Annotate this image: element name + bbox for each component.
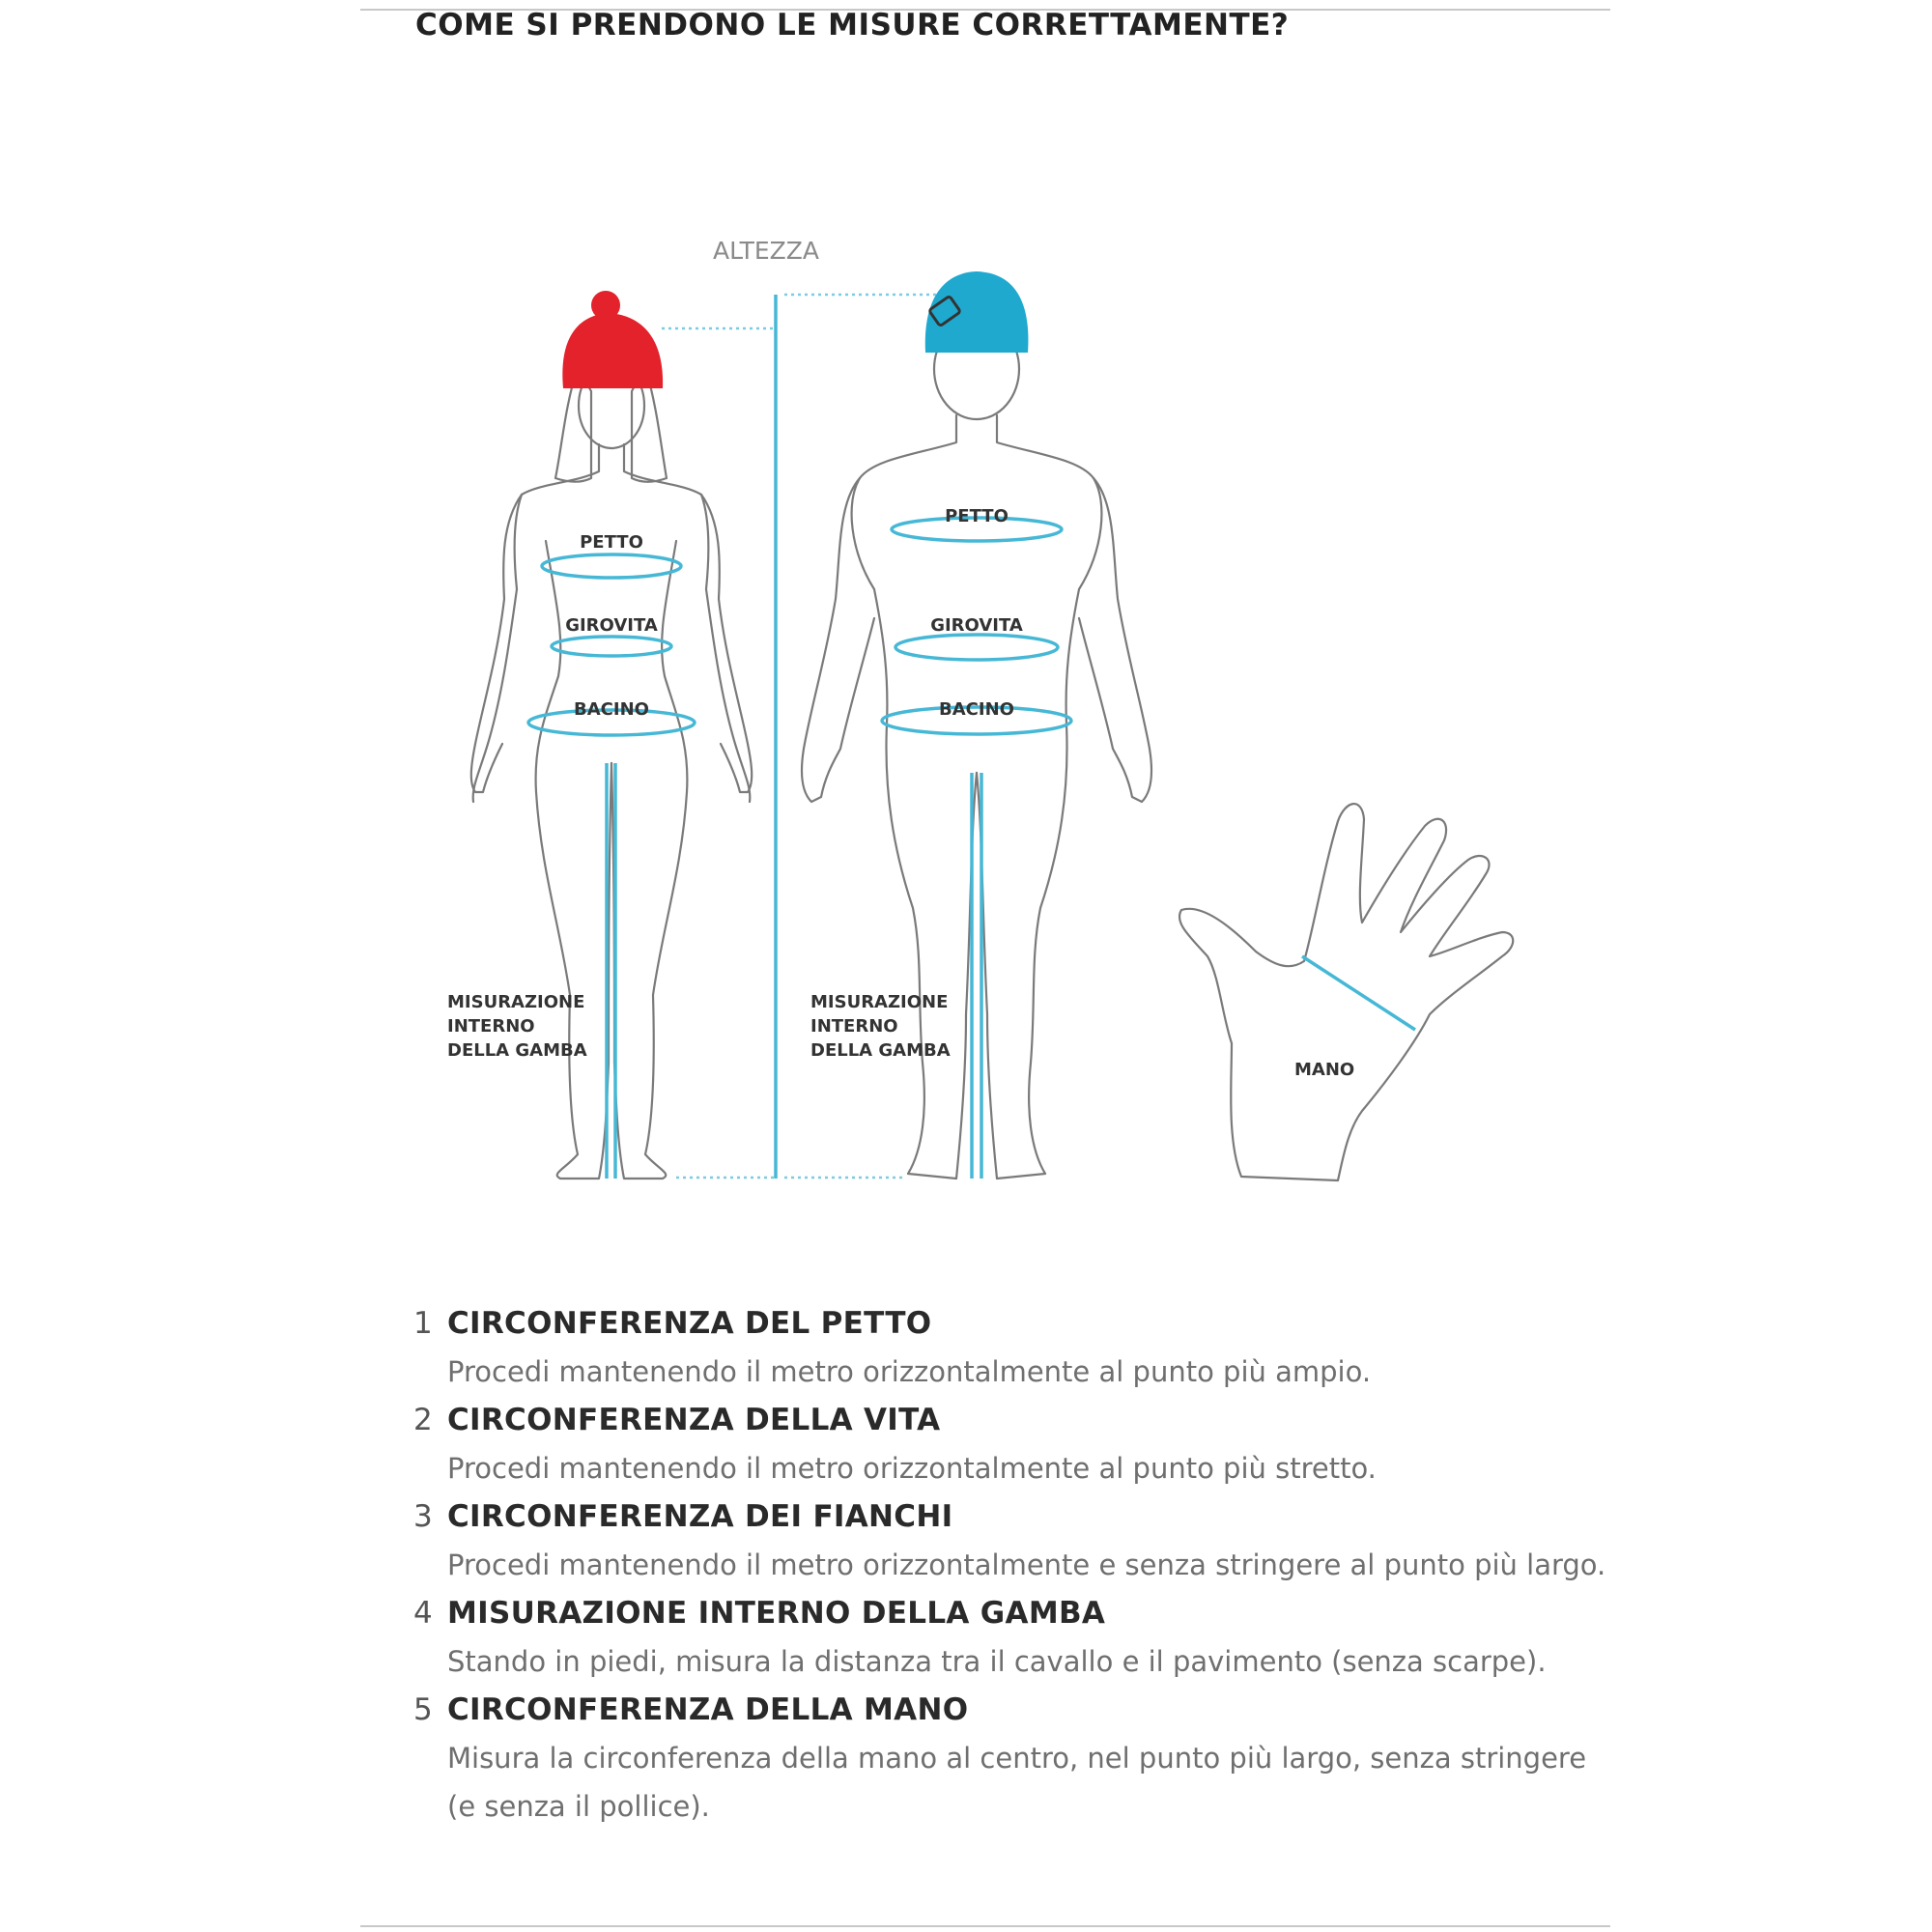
measurement-diagram — [360, 213, 1610, 1198]
instruction-title: CIRCONFERENZA DEI FIANCHI — [447, 1499, 953, 1534]
instruction-number: 2 — [413, 1403, 433, 1437]
male-waist-label: GIROVITA — [930, 615, 1023, 636]
female-hat — [562, 313, 663, 388]
male-hat — [925, 271, 1029, 353]
instruction-chest — [413, 1299, 1611, 1396]
instruction-number: 1 — [413, 1306, 433, 1341]
hand-figure — [1179, 804, 1513, 1180]
instruction-description: Misura la circonferenza della mano al centro, nel punto più largo, senza stringere (e senza il pollice). — [447, 1742, 1587, 1823]
bottom-divider — [360, 1925, 1610, 1927]
female-chest-label: PETTO — [580, 532, 643, 553]
instruction-title: CIRCONFERENZA DELLA VITA — [447, 1403, 941, 1437]
instruction-title: MISURAZIONE INTERNO DELLA GAMBA — [447, 1596, 1106, 1631]
instruction-description: Procedi mantenendo il metro orizzontalmente e senza stringere al punto più largo. — [447, 1548, 1606, 1581]
hand-outline — [1179, 804, 1513, 1180]
female-inseam-label-line3: DELLA GAMBA — [447, 1040, 587, 1061]
male-chest-label: PETTO — [945, 506, 1009, 526]
male-inseam-label-line3: DELLA GAMBA — [810, 1040, 951, 1061]
height-label: ALTEZZA — [713, 237, 820, 265]
instruction-hips — [413, 1492, 1611, 1589]
female-inseam-label-line1: MISURAZIONE — [447, 992, 585, 1012]
hand-label: MANO — [1294, 1060, 1355, 1080]
hand-ring — [1302, 956, 1415, 1030]
male-hips-label: BACINO — [939, 699, 1014, 720]
male-inseam-label-line1: MISURAZIONE — [810, 992, 949, 1012]
instruction-number: 5 — [413, 1692, 433, 1727]
male-inseam-label-line2: INTERNO — [810, 1016, 898, 1037]
female-figure — [447, 291, 752, 1179]
instruction-inseam — [413, 1589, 1611, 1686]
female-waist-ring — [552, 637, 671, 656]
instruction-description: Stando in piedi, misura la distanza tra il cavallo e il pavimento (senza scarpe). — [447, 1645, 1547, 1678]
male-figure — [802, 271, 1151, 1179]
instruction-description: Procedi mantenendo il metro orizzontalmente al punto più stretto. — [447, 1452, 1377, 1485]
instructions-list — [413, 1299, 1611, 1831]
instruction-waist — [413, 1396, 1611, 1492]
instruction-title: CIRCONFERENZA DELLA MANO — [447, 1692, 969, 1727]
female-inseam-label-line2: INTERNO — [447, 1016, 535, 1037]
female-waist-label: GIROVITA — [565, 615, 658, 636]
instruction-hand — [413, 1686, 1611, 1831]
instruction-title: CIRCONFERENZA DEL PETTO — [447, 1306, 932, 1341]
female-hips-label: BACINO — [574, 699, 649, 720]
instruction-number: 4 — [413, 1596, 433, 1631]
instruction-description: Procedi mantenendo il metro orizzontalmente al punto più ampio. — [447, 1355, 1372, 1388]
page-heading: COME SI PRENDONO LE MISURE CORRETTAMENTE? — [415, 8, 1290, 43]
male-waist-ring — [895, 635, 1058, 660]
instruction-number: 3 — [413, 1499, 433, 1534]
female-chest-ring — [542, 554, 681, 578]
